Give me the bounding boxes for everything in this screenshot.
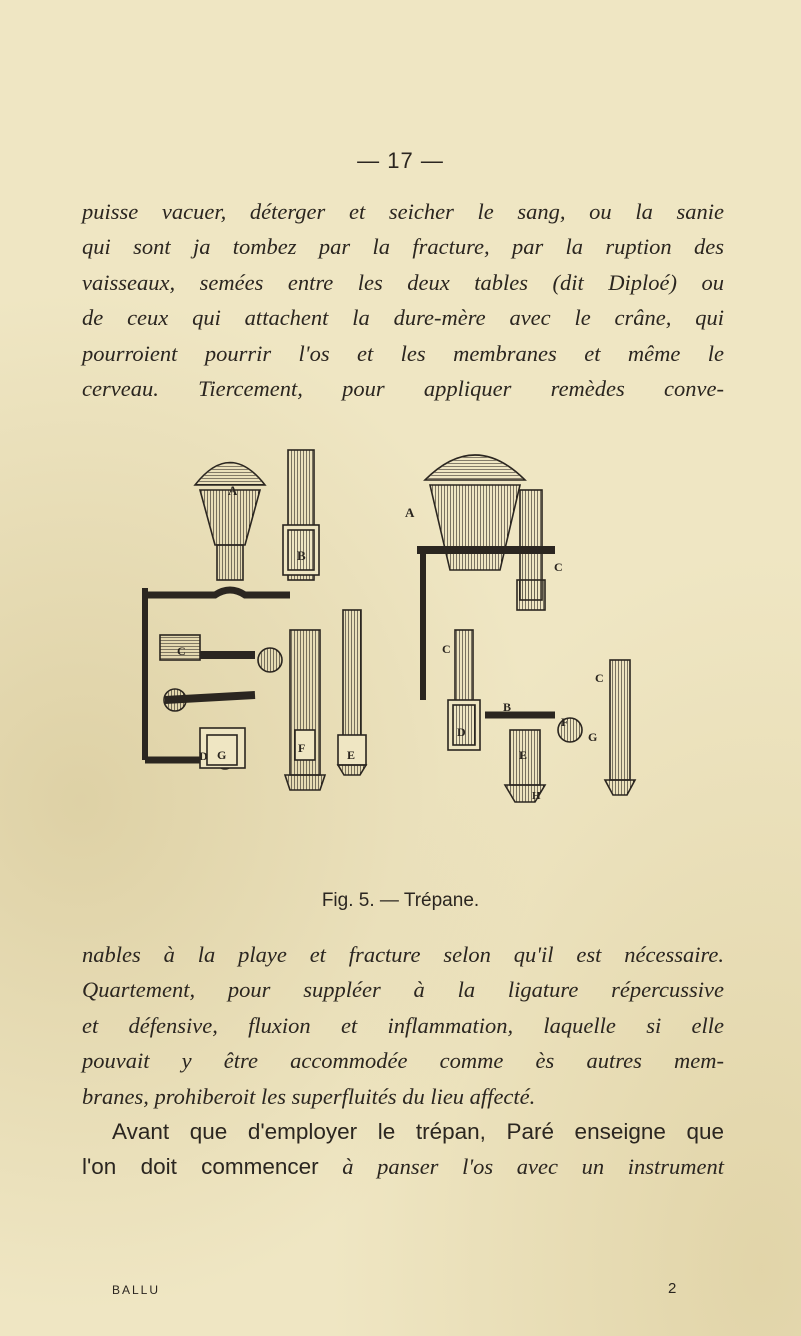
figure-label: G bbox=[217, 748, 227, 762]
figure-label: D bbox=[457, 725, 466, 739]
text-line: pourroient pourrir l'os et les membranes et même le bbox=[82, 340, 724, 366]
figure-label: B bbox=[297, 548, 306, 563]
text-line bbox=[82, 1149, 724, 1184]
figure-label: F bbox=[298, 741, 306, 755]
text-line: de ceux qui attachent la dure-mère avec le crâne, qui bbox=[82, 305, 724, 331]
paragraph-2 bbox=[82, 937, 724, 1114]
figure-label: F bbox=[561, 715, 569, 729]
text-line: et défensive, fluxion et inflammation, laquelle si elle bbox=[82, 1012, 724, 1038]
figure-label: C bbox=[177, 644, 186, 658]
figure-label: D bbox=[199, 749, 208, 763]
figure-label: C bbox=[554, 560, 563, 574]
page-number: — 17 — bbox=[357, 148, 444, 173]
text-line: branes, prohiberoit les superfluités du lieu affecté. bbox=[82, 1083, 536, 1109]
text-line: vaisseaux, semées entre les deux tables (dit Diploé) ou bbox=[82, 269, 724, 295]
paragraph-3 bbox=[82, 1114, 724, 1185]
printer-signature: BALLU bbox=[112, 1283, 161, 1297]
figure-label: C bbox=[442, 642, 451, 656]
figure-label: E bbox=[519, 748, 528, 762]
text-line: cerveau. Tiercement, pour appliquer remèdes conve- bbox=[82, 376, 724, 402]
text-line: Quartement, pour suppléer à la ligature répercussive bbox=[82, 977, 724, 1003]
paragraph-1 bbox=[82, 194, 724, 406]
trepan-engraving bbox=[105, 430, 690, 805]
figure-label: H bbox=[532, 790, 541, 802]
text-line: nables à la playe et fracture selon qu'il est nécessaire. bbox=[82, 942, 724, 967]
text-segment: l'on doit commencer bbox=[82, 1154, 319, 1180]
text-line: puisse vacuer, déterger et seicher le sang, ou la sanie bbox=[82, 199, 724, 224]
figure-label: E bbox=[347, 748, 356, 762]
text-line: pouvait y être accommodée comme ès autres mem- bbox=[82, 1048, 724, 1074]
text-line: Avant que d'employer le trépan, Paré enseigne que bbox=[112, 1119, 724, 1144]
figure-label: G bbox=[588, 730, 598, 744]
figure-caption: Fig. 5. — Trépane. bbox=[321, 890, 480, 911]
figure-label: A bbox=[228, 483, 238, 498]
trepan-illustration bbox=[105, 430, 690, 805]
figure-label: A bbox=[405, 505, 415, 520]
figure-label: C bbox=[595, 671, 604, 685]
sheet-number: 2 bbox=[668, 1280, 677, 1297]
figure-label: B bbox=[503, 700, 512, 714]
text-segment: à panser l'os avec un instrument bbox=[342, 1154, 724, 1180]
text-line: qui sont ja tombez par la fracture, par la ruption des bbox=[82, 234, 724, 260]
